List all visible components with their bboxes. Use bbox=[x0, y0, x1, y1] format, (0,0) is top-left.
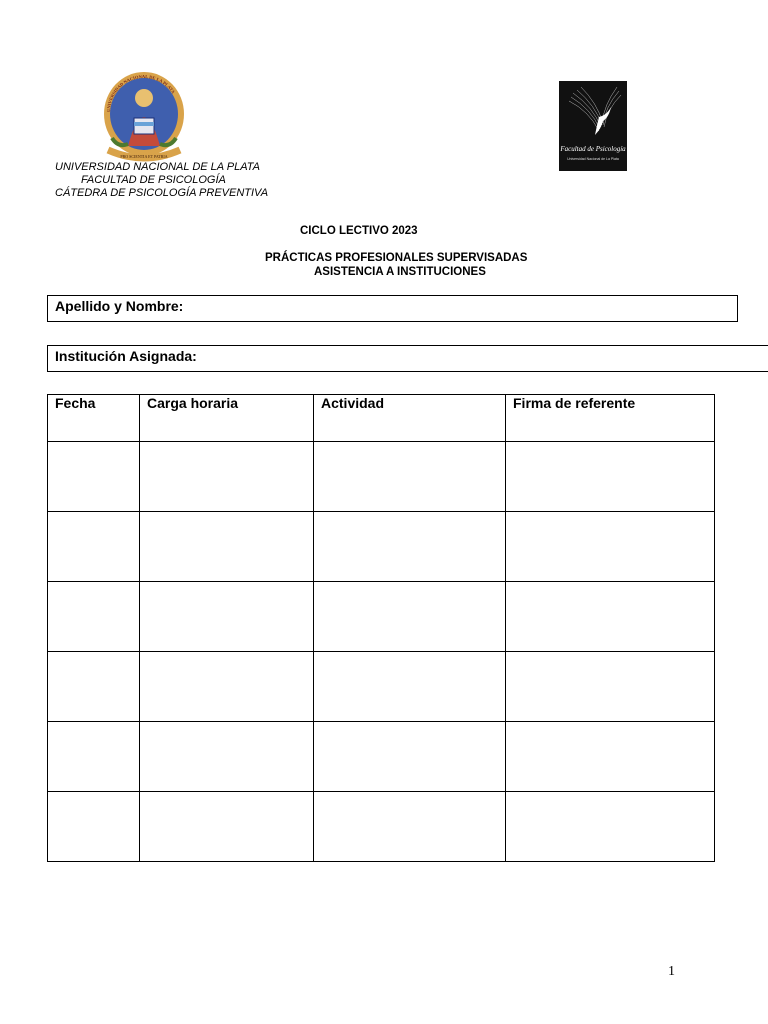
fecha-cell[interactable] bbox=[48, 652, 140, 722]
firma-cell[interactable] bbox=[506, 582, 715, 652]
seal-motto-text: PRO SCIENTIA ET PATRIA bbox=[120, 154, 168, 159]
practices-title: PRÁCTICAS PROFESIONALES SUPERVISADAS bbox=[265, 252, 528, 264]
name-field[interactable] bbox=[47, 295, 738, 322]
firma-cell[interactable] bbox=[506, 512, 715, 582]
table-row bbox=[48, 792, 715, 862]
name-field-label: Apellido y Nombre: bbox=[55, 298, 184, 314]
table-row bbox=[48, 512, 715, 582]
carga-horaria-cell[interactable] bbox=[140, 512, 314, 582]
column-header-firma: Firma de referente bbox=[506, 395, 715, 442]
table-row bbox=[48, 442, 715, 512]
carga-horaria-cell[interactable] bbox=[140, 582, 314, 652]
page-number: 1 bbox=[668, 964, 675, 979]
institution-field-label: Institución Asignada: bbox=[55, 348, 197, 364]
column-header-actividad: Actividad bbox=[314, 395, 506, 442]
fecha-cell[interactable] bbox=[48, 442, 140, 512]
actividad-cell[interactable] bbox=[314, 582, 506, 652]
fecha-cell[interactable] bbox=[48, 582, 140, 652]
chair-name: CÁTEDRA DE PSICOLOGÍA PREVENTIVA bbox=[55, 187, 269, 199]
table-row bbox=[48, 582, 715, 652]
faculty-name: FACULTAD DE PSICOLOGÍA bbox=[81, 174, 226, 186]
actividad-cell[interactable] bbox=[314, 792, 506, 862]
fecha-cell[interactable] bbox=[48, 792, 140, 862]
institution-field[interactable] bbox=[47, 345, 768, 372]
actividad-cell[interactable] bbox=[314, 512, 506, 582]
firma-cell[interactable] bbox=[506, 722, 715, 792]
seal-ring-text: UNIVERSIDAD NACIONAL DE LA PLATA bbox=[105, 73, 177, 113]
column-header-fecha: Fecha bbox=[48, 395, 140, 442]
table-row bbox=[48, 722, 715, 792]
university-name: UNIVERSIDAD NACIONAL DE LA PLATA bbox=[55, 161, 260, 173]
fecha-cell[interactable] bbox=[48, 722, 140, 792]
firma-cell[interactable] bbox=[506, 652, 715, 722]
actividad-cell[interactable] bbox=[314, 652, 506, 722]
column-header-carga-horaria: Carga horaria bbox=[140, 395, 314, 442]
carga-horaria-cell[interactable] bbox=[140, 652, 314, 722]
carga-horaria-cell[interactable] bbox=[140, 792, 314, 862]
attendance-title: ASISTENCIA A INSTITUCIONES bbox=[314, 266, 486, 278]
firma-cell[interactable] bbox=[506, 442, 715, 512]
table-row bbox=[48, 652, 715, 722]
cycle-title: CICLO LECTIVO 2023 bbox=[300, 225, 418, 237]
faculty-logo bbox=[559, 81, 627, 171]
attendance-table bbox=[47, 394, 715, 862]
firma-cell[interactable] bbox=[506, 792, 715, 862]
actividad-cell[interactable] bbox=[314, 722, 506, 792]
fecha-cell[interactable] bbox=[48, 512, 140, 582]
unlp-seal-logo bbox=[98, 68, 190, 164]
carga-horaria-cell[interactable] bbox=[140, 442, 314, 512]
actividad-cell[interactable] bbox=[314, 442, 506, 512]
carga-horaria-cell[interactable] bbox=[140, 722, 314, 792]
table-header-row bbox=[48, 395, 715, 442]
bird-emblem-icon bbox=[559, 81, 627, 143]
faculty-logo-subtitle: Universidad Nacional de La Plata bbox=[567, 157, 619, 161]
faculty-logo-name: Facultad de Psicología bbox=[560, 145, 626, 153]
